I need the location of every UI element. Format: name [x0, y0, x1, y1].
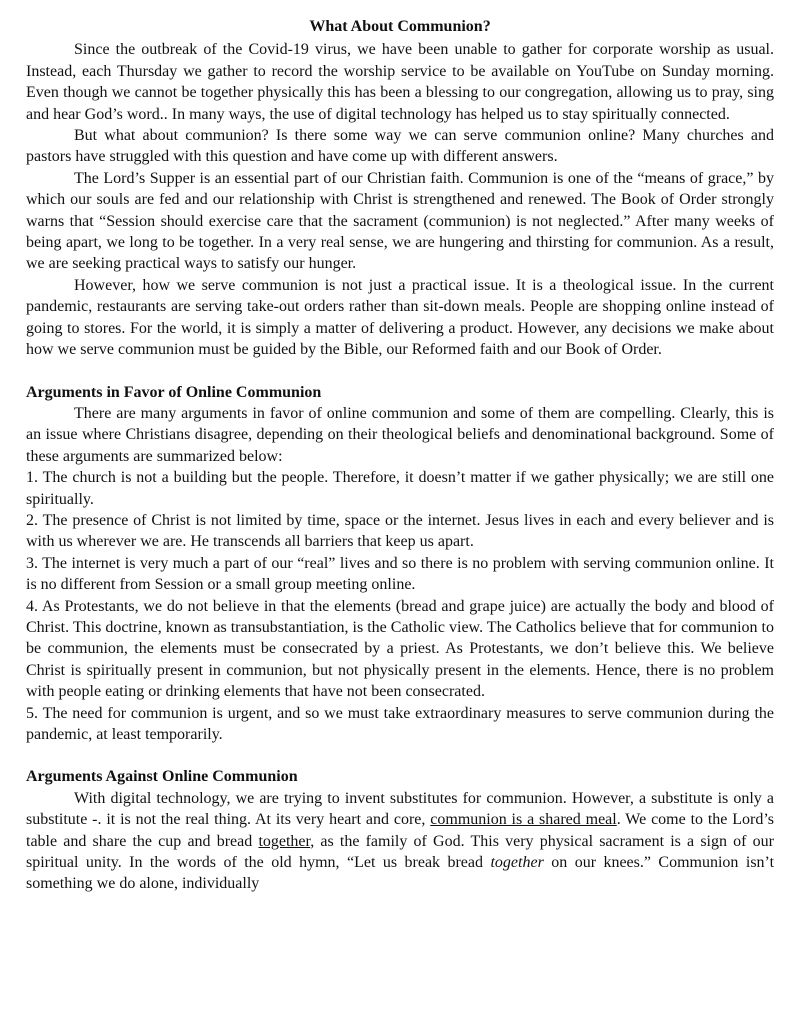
favor-argument-4: 4. As Protestants, we do not believe in that the elements (bread and grape juice) are actually the body and blood of Christ. This doctrine, known as transubstantiation, is the Catholic view. The Catholics believe that for communion to be communion, the elements must be consecrated by a priest. As Protestants, we don’t believe this. We believe Christ is spiritually present in communion, but not physically present in the elements. Hence, there is no problem with people eating or drinking elements that have not been consecrated.	[26, 597, 774, 701]
intro-paragraph-2: But what about communion? Is there some way we can serve communion online? Many churches and pastors have struggled with this question and have come up with different answers.	[26, 127, 774, 166]
against-text-d: on our knees.” Communion isn’t something we do alone, individually	[26, 854, 775, 893]
against-text-c: , as the family of God. This very physical sacrament is a sign of our spiritual unity. In the words of the old hymn, “Let us break bread	[26, 832, 774, 872]
intro-paragraph-4: However, how we serve communion is not just a practical issue. It is a theological issue. In the current pandemic, restaurants are serving take-out orders rather than sit-down meals. People are shopping online instead of going to stores. For the world, it is simply a matter of delivering a product. However, any decisions we make about how we serve communion must be guided by the Bible, our Reformed faith and our Book of Order.	[26, 276, 774, 359]
against-section-heading: Arguments Against Online Communion	[26, 768, 298, 786]
favor-argument-2: 2. The presence of Christ is not limited by time, space or the internet. Jesus lives in each and every believer and is with us wherever we are. He transcends all barriers that keep us apart.	[26, 511, 774, 551]
favor-argument-5: 5. The need for communion is urgent, and so we must take extraordinary measures to serve communion during the pandemic, at least temporarily.	[26, 704, 774, 743]
intro-paragraph-3: The Lord’s Supper is an essential part of our Christian faith. Communion is one of the “means of grace,” by which our souls are fed and our relationship with Christ is strengthened and renewed. The Book of Order strongly warns that “Session should exercise care that the sacrament (communion) is not neglected.” After many weeks of being apart, we long to be together. In a very real sense, we are hungering and thirsting for communion. As a result, we are seeking practical ways to satisfy our hunger.	[26, 169, 774, 273]
underlined-word-together: together	[258, 832, 311, 850]
against-text-b: . We come to the Lord’s table and share the cup and bread	[26, 811, 775, 850]
intro-paragraph-1: Since the outbreak of the Covid-19 virus, we have been unable to gather for corporate worship as usual. Instead, each Thursday we gather to record the worship service to be available on YouTube on Sunday morning. Even though we cannot be together physically this has been a blessing to our congregation, allowing us to pray, sing and hear God’s word.. In many ways, the use of digital technology has helped us to stay spiritually connected.	[26, 41, 774, 123]
underlined-phrase-shared-meal: communion is a shared meal	[430, 811, 617, 829]
document-page	[26, 16, 774, 895]
favor-section-intro: There are many arguments in favor of online communion and some of them are compelling. Clearly, this is an issue where Christians disagree, depending on their theological beliefs and denominational background. Some of these arguments are summarized below:	[26, 404, 774, 465]
italic-word-together: together	[490, 854, 544, 872]
against-text-a: With digital technology, we are trying to invent substitutes for communion. However, a substitute is only a substitute -. it is not the real thing. At its very heart and core,	[26, 789, 774, 829]
favor-argument-1: 1. The church is not a building but the people. Therefore, it doesn’t matter if we gather physically; we are still one spiritually.	[26, 469, 774, 508]
document-title: What About Communion?	[309, 18, 491, 35]
against-section-paragraph	[26, 788, 774, 895]
favor-argument-3: 3. The internet is very much a part of our “real” lives and so there is no problem with serving communion online. It is no different from Session or a small group meeting online.	[26, 554, 774, 594]
section-spacer	[26, 745, 774, 766]
section-spacer	[26, 361, 774, 382]
favor-section-heading: Arguments in Favor of Online Communion	[26, 383, 322, 401]
